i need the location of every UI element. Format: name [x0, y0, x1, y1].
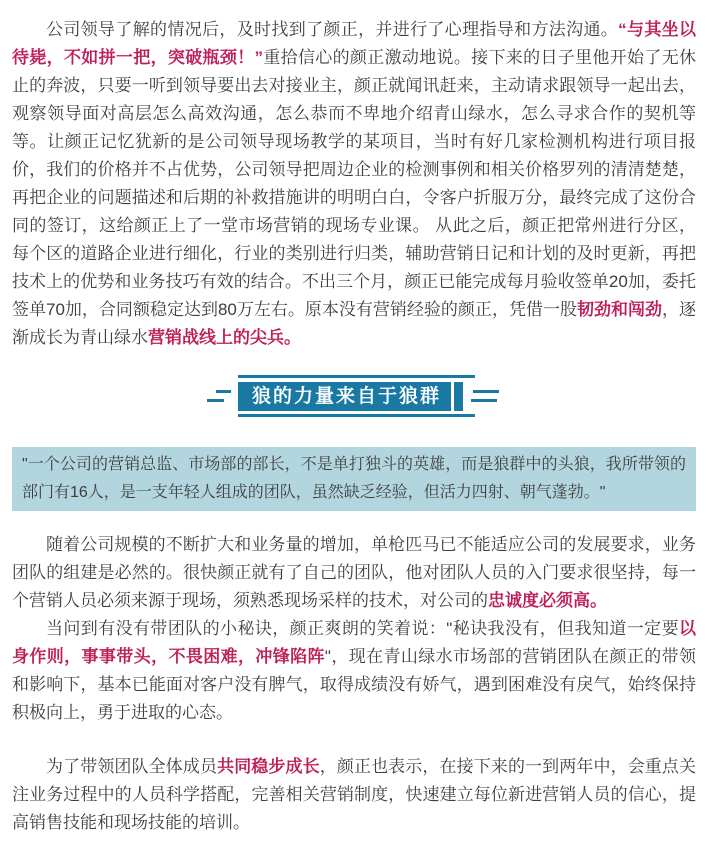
banner-box-row [238, 382, 463, 411]
p4-text-2: ，颜正也表示，在接下来的一到两年中，会重点关注业务过程中的人员科学搭配，完善相关营销制度，快速建立每位新进营销人员的信心，提高销售技能和现场技能的培训。 [12, 757, 697, 832]
p4-highlight-steady-growth: 共同稳步成长 [217, 757, 320, 776]
p1-text-2: 重拾信心的颜正激动地说。接下来的日子里他开始了无休止的奔波，只要一听到领导要出去对接业主，颜正就闻讯赶来，主动请求跟领导一起出去，观察领导面对高层怎么高效沟通，怎么恭而不卑地介绍青山绿水，怎么寻求合作的契机等等。让颜正记忆犹新的是公司领导现场教学的某项目，当时有好几家检测机构进行项目报价，我们的价格并不占优势，公司领导把周边企业的检测事例和相关价格罗列的清清楚楚，再把企业的问题描述和后期的补救措施讲的明明白白，令客户折服万分，最终完成了这份合同的签订，这给颜正上了一堂市场营销的现场专业课。 从此之后，颜正把常州进行分区，每个区的道路企业进行细化，行业的类别进行归类，辅助营销日记和计划的及时更新，再把技术上的优势和业务技巧有效的结合。不出三个月，颜正已能完成每月验收签单20加，委托签单70加，合同额稳定达到80万左右。原本没有营销经验的颜正，凭借一股 [12, 48, 697, 319]
quote-block: "一个公司的营销总监、市场部的部长，不是单打独斗的英雄，而是狼群中的头狼，我所带领的部门有16人，是一支年轻人组成的团队，虽然缺乏经验，但活力四射、朝气蓬勃。" [12, 447, 696, 511]
banner-right-dashes-decoration [471, 390, 501, 402]
paragraph-3 [12, 615, 696, 727]
banner-left-dashes-decoration [207, 390, 231, 402]
banner-bottom-line-decoration [238, 414, 475, 417]
banner-right-strip-decoration [454, 382, 463, 411]
banner-core [238, 375, 463, 417]
p2-text-1: 随着公司规模的不断扩大和业务量的增加，单枪匹马已不能适应公司的发展要求，业务团队的组建是必然的。很快颜正就有了自己的团队，他对团队人员的入门要求很坚持，每一个营销人员必须来源于现场，须熟悉现场采样的技术，对公司的 [12, 535, 696, 610]
p3-highlight-lead-by-example: 以身作则，事事带头，不畏困难，冲锋陷阵 [12, 619, 696, 666]
p1-highlight-vanguard: 营销战线上的尖兵。 [148, 328, 301, 347]
paragraph-1 [12, 16, 696, 352]
section-title: 狼的力量来自于狼群 [238, 382, 451, 411]
p1-text-1: 公司领导了解的情况后，及时找到了颜正，并进行了心理指导和方法沟通。 [46, 20, 619, 39]
paragraph-4 [12, 753, 696, 837]
p1-highlight-quote: “与其坐以待毙，不如拼一把，突破瓶颈！” [12, 20, 697, 67]
section-heading-banner [12, 375, 696, 417]
paragraph-2 [12, 531, 696, 615]
p1-highlight-spirit: 韧劲和闯劲 [576, 300, 662, 319]
p3-text-1: 当问到有没有带团队的小秘诀，颜正爽朗的笑着说："秘诀我没有，但我知道一定要 [46, 619, 679, 638]
p3-text-2: "，现在青山绿水市场部的营销团队在颜正的带领和影响下，基本已能面对客户没有脾气，取得成绩没有娇气，遇到困难没有戾气，始终保持积极向上，勇于进取的心态。 [12, 647, 696, 722]
p1-text-3: ，逐渐成长为青山绿水 [12, 300, 697, 347]
p2-highlight-loyalty: 忠诚度必须高。 [488, 591, 607, 610]
banner-top-line-decoration [238, 375, 475, 378]
p4-text-1: 为了带领团队全体成员 [46, 757, 218, 776]
